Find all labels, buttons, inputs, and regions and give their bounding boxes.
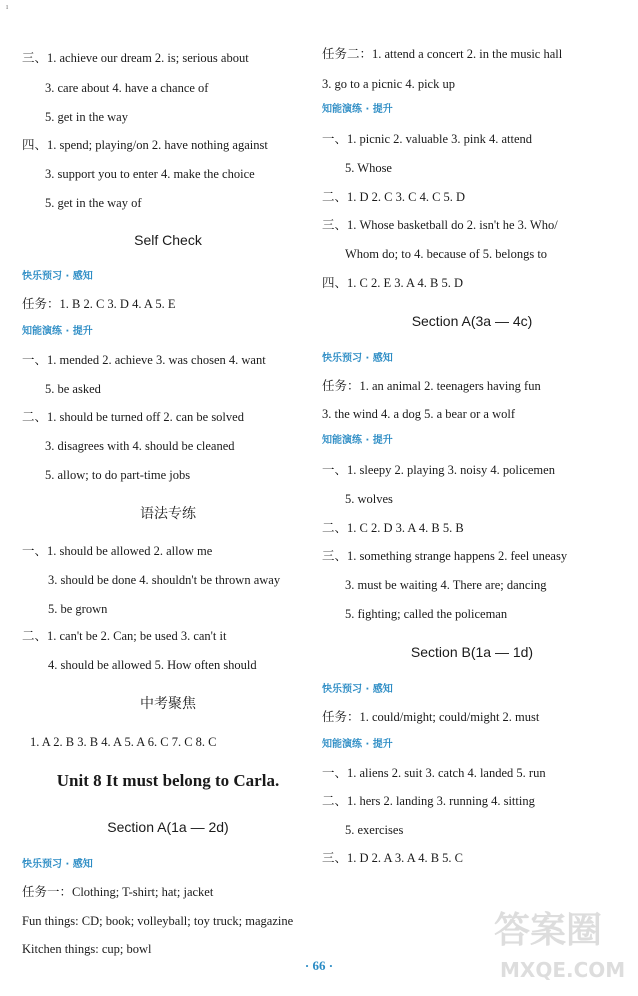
answer-line: 二、1. can't be 2. Can; be used 3. can't it (22, 629, 227, 643)
answer-line: Fun things: CD; book; volleyball; toy truck; magazine (22, 914, 294, 928)
section-heading-self-check: Self Check (134, 232, 202, 248)
answer-line: 5. get in the way of (45, 196, 142, 210)
answer-line: Whom do; to 4. because of 5. belongs to (345, 247, 548, 261)
answer-line: 三、1. D 2. A 3. A 4. B 5. C (322, 851, 463, 865)
answer-line: 二、1. should be turned off 2. can be solved (22, 410, 244, 424)
answer-line: 5. fighting; called the policeman (345, 607, 508, 621)
answer-line: 任务：1. could/might; could/might 2. must (322, 710, 540, 724)
answer-line: 5. get in the way (45, 110, 128, 124)
answer-line: 一、1. aliens 2. suit 3. catch 4. landed 5. run (322, 766, 546, 780)
watermark-top-text: 答案圈 (494, 910, 603, 951)
answer-line: 二、1. hers 2. landing 3. running 4. sitting (322, 794, 535, 808)
section-heading-section-a2: Section A(3a — 4c) (411, 313, 533, 329)
answer-line: 3. care about 4. have a chance of (45, 81, 209, 95)
answer-line: 5. allow; to do part-time jobs (45, 468, 191, 482)
section-heading-section-b: Section B(1a — 1d) (410, 644, 534, 660)
answer-line: 二、1. C 2. D 3. A 4. B 5. B (322, 521, 464, 535)
happy-preview-label: 快乐预习 · 感知 (322, 684, 393, 695)
answer-line: 二、1. D 2. C 3. C 4. C 5. D (322, 190, 466, 204)
corner-mark: ı (6, 2, 9, 11)
answer-line: 5. Whose (345, 161, 392, 175)
page-number: · 66 · (304, 958, 334, 973)
answer-line: 三、1. achieve our dream 2. is; serious about (22, 51, 249, 65)
answer-line: 3. must be waiting 4. There are; dancing (345, 578, 547, 592)
skill-practice-label: 知能演练 · 提升 (22, 326, 93, 337)
skill-practice-label: 知能演练 · 提升 (322, 739, 393, 750)
answer-line: 5. be asked (45, 382, 101, 396)
answer-line: 三、1. Whose basketball do 2. isn't he 3. Who/ (322, 218, 558, 232)
answer-line: 任务一：Clothing; T-shirt; hat; jacket (22, 885, 214, 899)
happy-preview-label: 快乐预习 · 感知 (22, 271, 93, 282)
answer-line: 3. go to a picnic 4. pick up (322, 77, 455, 91)
watermark-logo (490, 902, 628, 992)
answer-line: 一、1. sleepy 2. playing 3. noisy 4. policemen (322, 463, 555, 477)
happy-preview-label: 快乐预习 · 感知 (22, 859, 93, 870)
answer-line: 三、1. something strange happens 2. feel uneasy (322, 549, 568, 563)
skill-practice-label: 知能演练 · 提升 (322, 435, 393, 446)
answer-line: 3. the wind 4. a dog 5. a bear or a wolf (322, 407, 515, 421)
happy-preview-label: 快乐预习 · 感知 (322, 353, 393, 364)
section-heading-grammar: 语法专练 (140, 505, 196, 521)
section-heading-exam: 中考聚焦 (140, 695, 196, 711)
answer-line: 任务：1. B 2. C 3. D 4. A 5. E (22, 297, 176, 311)
answer-line: 1. A 2. B 3. B 4. A 5. A 6. C 7. C 8. C (30, 735, 217, 749)
answer-line: 5. exercises (345, 823, 404, 837)
answer-line: 4. should be allowed 5. How often should (48, 658, 257, 672)
answer-line: 一、1. picnic 2. valuable 3. pink 4. attend (322, 132, 533, 146)
answer-line: Kitchen things: cup; bowl (22, 942, 152, 956)
answer-line: 3. should be done 4. shouldn't be thrown away (48, 573, 281, 587)
watermark-bottom-text: MXQE.COM (500, 958, 626, 982)
answer-line: 任务二：1. attend a concert 2. in the music hall (322, 47, 563, 61)
answer-line: 四、1. spend; playing/on 2. have nothing against (22, 138, 268, 152)
skill-practice-label: 知能演练 · 提升 (322, 104, 393, 115)
unit-title: Unit 8 It must belong to Carla. (56, 771, 280, 790)
answer-line: 四、1. C 2. E 3. A 4. B 5. D (322, 276, 463, 290)
answer-line: 3. support you to enter 4. make the choice (45, 167, 255, 181)
section-heading-section-a: Section A(1a — 2d) (107, 819, 229, 835)
answer-line: 任务：1. an animal 2. teenagers having fun (322, 379, 541, 393)
answer-line: 5. wolves (345, 492, 393, 506)
answer-line: 一、1. mended 2. achieve 3. was chosen 4. want (22, 353, 266, 367)
answer-line: 5. be grown (48, 602, 108, 616)
answer-line: 一、1. should be allowed 2. allow me (22, 544, 213, 558)
answer-line: 3. disagrees with 4. should be cleaned (45, 439, 235, 453)
